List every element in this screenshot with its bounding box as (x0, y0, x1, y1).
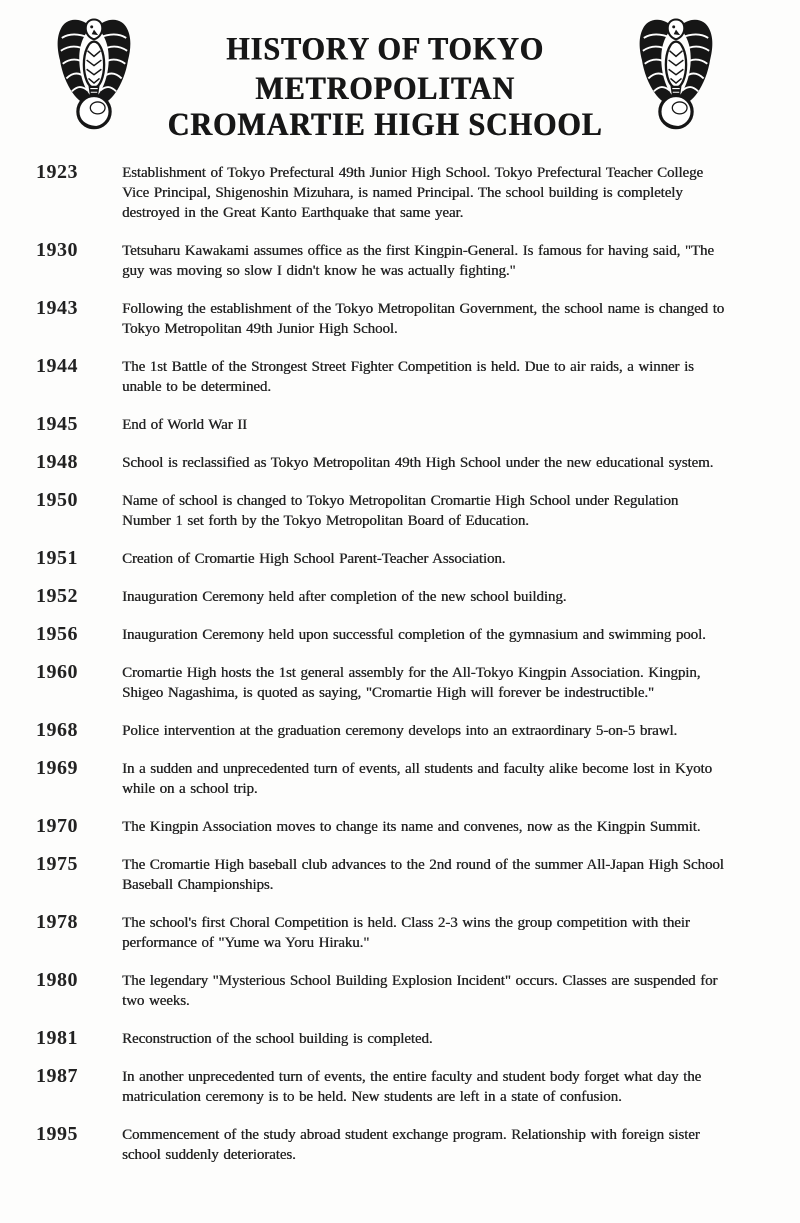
timeline-year: 1960 (36, 661, 78, 683)
timeline-description: The legendary "Mysterious School Building Explosion Incident" occurs. Classes are suspended for two weeks. (122, 973, 718, 1009)
timeline-entry (0, 240, 800, 281)
timeline-description: Commencement of the study abroad student exchange program. Relationship with foreign sister school suddenly deteriorates. (122, 1127, 700, 1163)
timeline-year: 1950 (36, 489, 78, 511)
timeline-description: In a sudden and unprecedented turn of events, all students and faculty alike become lost in Kyoto while on a school trip. (122, 761, 712, 797)
timeline-entry (0, 452, 800, 473)
timeline-entry (0, 414, 800, 435)
timeline-entry (0, 548, 800, 569)
timeline-description: Name of school is changed to Tokyo Metropolitan Cromartie High School under Regulation Number 1 set forth by the Tokyo Metropolitan Board of Education. (122, 493, 679, 529)
timeline-description: Inauguration Ceremony held upon successful completion of the gymnasium and swimming pool. (122, 627, 706, 643)
timeline-entry (0, 298, 800, 339)
document-header (0, 12, 800, 143)
timeline-year: 1944 (36, 355, 78, 377)
timeline-year: 1930 (36, 239, 78, 261)
timeline-year: 1980 (36, 969, 78, 991)
timeline-description: Following the establishment of the Tokyo Metropolitan Government, the school name is changed to Tokyo Metropolitan 49th Junior High School. (122, 301, 725, 337)
timeline-description: Inauguration Ceremony held after completion of the new school building. (122, 589, 567, 605)
timeline-entry (0, 1124, 800, 1165)
eagle-icon (634, 14, 718, 130)
timeline-description: In another unprecedented turn of events, the entire faculty and student body forget what day the matriculation ceremony is to be held. New students are left in a state of confusion. (122, 1069, 702, 1105)
timeline-description: The 1st Battle of the Strongest Street Fighter Competition is held. Due to air raids, a winner is unable to be determined. (122, 359, 694, 395)
timeline-year: 1978 (36, 911, 78, 933)
page-title (136, 12, 634, 143)
school-crest-right (634, 14, 718, 130)
timeline-description: Creation of Cromartie High School Parent-Teacher Association. (122, 551, 506, 567)
timeline-year: 1969 (36, 757, 78, 779)
timeline-year: 1951 (36, 547, 78, 569)
timeline-year: 1956 (36, 623, 78, 645)
timeline-entry (0, 490, 800, 531)
timeline-year: 1952 (36, 585, 78, 607)
timeline-entry (0, 912, 800, 953)
timeline-year: 1995 (36, 1123, 78, 1145)
timeline-description: Reconstruction of the school building is completed. (122, 1031, 433, 1047)
timeline-entry (0, 758, 800, 799)
timeline-entry (0, 720, 800, 741)
timeline-description: School is reclassified as Tokyo Metropolitan 49th High School under the new educational system. (122, 455, 714, 471)
timeline-year: 1970 (36, 815, 78, 837)
timeline-description: End of World War II (122, 417, 247, 433)
timeline-entry (0, 854, 800, 895)
timeline-entry (0, 816, 800, 837)
timeline-entry (0, 356, 800, 397)
timeline-description: Police intervention at the graduation ceremony develops into an extraordinary 5-on-5 brawl. (122, 723, 678, 739)
timeline-description: The Cromartie High baseball club advances to the 2nd round of the summer All-Japan High School Baseball Championships. (122, 857, 724, 893)
timeline-year: 1975 (36, 853, 78, 875)
timeline-entry (0, 162, 800, 223)
eagle-icon (52, 14, 136, 130)
timeline-year: 1945 (36, 413, 78, 435)
timeline-description: Cromartie High hosts the 1st general assembly for the All-Tokyo Kingpin Association. Kingpin, Shigeo Nagashima, is quoted as saying, "Cromartie High will forever be indestructible." (122, 665, 701, 701)
timeline-year: 1968 (36, 719, 78, 741)
timeline-entry (0, 1066, 800, 1107)
timeline-description: The Kingpin Association moves to change its name and convenes, now as the Kingpin Summit. (122, 819, 701, 835)
timeline-entry (0, 624, 800, 645)
timeline-entry (0, 970, 800, 1011)
timeline-year: 1987 (36, 1065, 78, 1087)
timeline-description: Tetsuharu Kawakami assumes office as the first Kingpin-General. Is famous for having said, "The guy was moving so slow I didn't know he was actually fighting." (122, 243, 714, 279)
timeline-year: 1948 (36, 451, 78, 473)
timeline-entry (0, 586, 800, 607)
timeline-entry (0, 1028, 800, 1049)
timeline-year: 1981 (36, 1027, 78, 1049)
timeline (0, 162, 800, 1165)
title-line-1: HISTORY OF TOKYO METROPOLITAN (226, 31, 544, 107)
timeline-description: The school's first Choral Competition is held. Class 2-3 wins the group competition with their performance of "Yume wa Yoru Hiraku." (122, 915, 690, 951)
title-line-2: CROMARTIE HIGH SCHOOL (167, 106, 603, 143)
timeline-description: Establishment of Tokyo Prefectural 49th Junior High School. Tokyo Prefectural Teacher College Vice Principal, Shigenoshin Mizuhara, is named Principal. The school building is completely destroyed in the Great Kanto Earthquake that same year. (122, 165, 703, 221)
timeline-entry (0, 662, 800, 703)
timeline-year: 1923 (36, 161, 78, 183)
school-crest-left (52, 14, 136, 130)
timeline-year: 1943 (36, 297, 78, 319)
